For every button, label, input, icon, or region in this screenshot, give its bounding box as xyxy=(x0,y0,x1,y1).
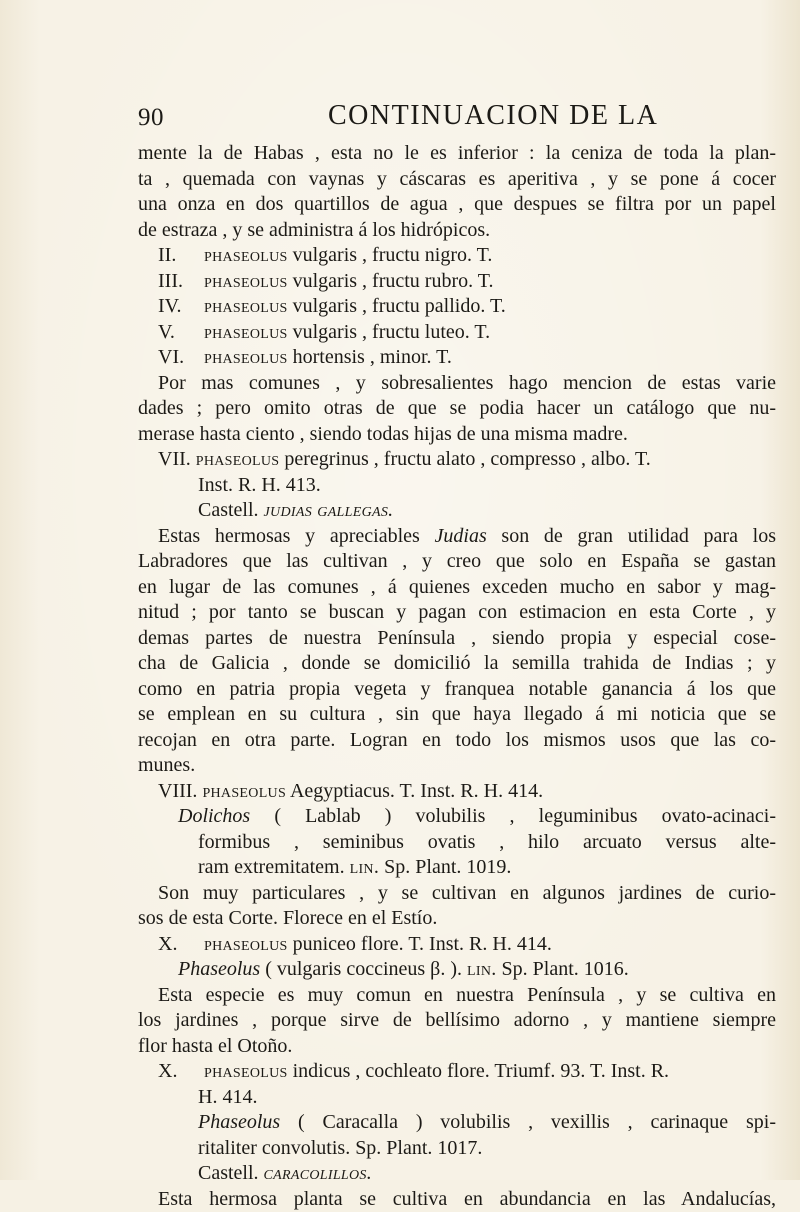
text-run: Esta especie es muy comun en nuestra Península , y se cultiva en xyxy=(158,984,776,1006)
text-run: mente la de Habas , esta no le es inferior : la ceniza de toda la plan- xyxy=(138,142,776,164)
running-head xyxy=(138,100,778,140)
text-run: judias gallegas. xyxy=(264,499,394,521)
text-run: los jardines , porque sirve de bellísimo adorno , y mantiene siempre xyxy=(138,1009,776,1031)
text-line xyxy=(138,320,776,346)
text-run: phaseolus xyxy=(196,448,280,470)
text-run: Castell. xyxy=(198,1162,264,1184)
text-line xyxy=(138,167,776,193)
text-run: Son muy particulares , y se cultivan en algunos jardines de curio- xyxy=(158,882,776,904)
text-line xyxy=(138,702,776,728)
page-number: 90 xyxy=(138,104,164,132)
text-run: III. xyxy=(158,269,204,295)
text-run: Por mas comunes , y sobresalientes hago mencion de estas varie xyxy=(158,372,776,394)
text-run: Estas hermosas y apreciables xyxy=(158,525,435,547)
text-run: phaseolus xyxy=(204,346,288,368)
text-line xyxy=(138,549,776,575)
text-line xyxy=(138,677,776,703)
text-line xyxy=(138,1008,776,1034)
text-line xyxy=(138,728,776,754)
text-line xyxy=(138,269,776,295)
text-run: en lugar de las comunes , á quienes exceden mucho en sabor y mag- xyxy=(138,576,776,598)
text-run: sos de esta Corte. Florece en el Estío. xyxy=(138,907,437,929)
text-run: ( Caracalla ) volubilis , vexillis , carinaque spi- xyxy=(280,1111,776,1133)
text-run: lin. xyxy=(350,856,380,878)
text-line xyxy=(138,294,776,320)
text-run: Sp. Plant. 1016. xyxy=(497,958,629,980)
text-run: ram extremitatem. xyxy=(198,856,350,878)
text-run: phaseolus xyxy=(202,780,286,802)
text-line xyxy=(138,422,776,448)
text-run: IV. xyxy=(158,294,204,320)
text-run: caracolillos. xyxy=(264,1162,372,1184)
text-line xyxy=(138,651,776,677)
text-run: Judias xyxy=(435,525,487,547)
text-run: se emplean en su cultura , sin que haya llegado á mi noticia que se xyxy=(138,703,776,725)
text-run: Sp. Plant. 1019. xyxy=(379,856,511,878)
text-run: peregrinus , fructu alato , compresso , albo. T. xyxy=(279,448,650,470)
text-run: V. xyxy=(158,320,204,346)
text-run: phaseolus xyxy=(204,933,288,955)
text-line xyxy=(138,881,776,907)
text-run: phaseolus xyxy=(204,1060,288,1082)
text-line xyxy=(138,932,776,958)
text-run: VI. xyxy=(158,345,204,371)
text-line xyxy=(138,524,776,550)
text-run: Phaseolus xyxy=(178,958,260,980)
text-run: nitud ; por tanto se buscan y pagan con estimacion en esta Corte , y xyxy=(138,601,776,623)
text-run: hortensis , minor. T. xyxy=(288,346,452,368)
text-run: recojan en otra parte. Logran en todo los mismos usos que las co- xyxy=(138,729,776,751)
text-run: VII. xyxy=(158,448,196,470)
text-line xyxy=(138,957,776,983)
text-line xyxy=(138,753,776,779)
running-title: CONTINUACION DE LA xyxy=(328,100,658,132)
text-line xyxy=(138,243,776,269)
text-run: Phaseolus xyxy=(198,1111,280,1133)
text-line xyxy=(138,626,776,652)
text-line xyxy=(138,1187,776,1212)
text-line xyxy=(138,779,776,805)
text-run: indicus , cochleato flore. Triumf. 93. T. Inst. R. xyxy=(288,1060,669,1082)
text-run: cha de Galicia , donde se domicilió la semilla trahida de Indias ; y xyxy=(138,652,776,674)
text-line xyxy=(138,1136,776,1162)
text-run: H. 414. xyxy=(198,1086,257,1108)
text-run: X. xyxy=(158,1059,204,1085)
text-line xyxy=(138,1110,776,1136)
text-line xyxy=(138,804,776,830)
text-run: Dolichos xyxy=(178,805,250,827)
text-run: merase hasta ciento , siendo todas hijas de una misma madre. xyxy=(138,423,628,445)
text-run: ta , quemada con vaynas y cáscaras es aperitiva , y se pone á cocer xyxy=(138,168,776,190)
text-run: Inst. R. H. 413. xyxy=(198,474,321,496)
text-run: de estraza , y se administra á los hidrópicos. xyxy=(138,219,490,241)
text-line xyxy=(138,218,776,244)
text-line xyxy=(138,1161,776,1187)
text-line xyxy=(138,192,776,218)
text-run: ritaliter convolutis. Sp. Plant. 1017. xyxy=(198,1137,482,1159)
text-line xyxy=(138,473,776,499)
text-run: demas partes de nuestra Península , siendo propia y especial cose- xyxy=(138,627,776,649)
text-line xyxy=(138,855,776,881)
text-line xyxy=(138,1085,776,1111)
text-run: phaseolus xyxy=(204,270,288,292)
text-run: Labradores que las cultivan , y creo que solo en España se gastan xyxy=(138,550,776,572)
text-run: vulgaris , fructu pallido. T. xyxy=(288,295,506,317)
text-run: dades ; pero omito otras de que se podia hacer un catálogo que nu- xyxy=(138,397,776,419)
text-run: X. xyxy=(158,932,204,958)
text-line xyxy=(138,906,776,932)
text-run: phaseolus xyxy=(204,244,288,266)
text-run: II. xyxy=(158,243,204,269)
text-line xyxy=(138,983,776,1009)
text-run: munes. xyxy=(138,754,195,776)
text-run: vulgaris , fructu rubro. T. xyxy=(288,270,494,292)
text-run: Aegyptiacus. T. Inst. R. H. 414. xyxy=(286,780,543,802)
text-run: una onza en dos quartillos de agua , que despues se filtra por un papel xyxy=(138,193,776,215)
text-line xyxy=(138,1059,776,1085)
text-line xyxy=(138,600,776,626)
text-run: puniceo flore. T. Inst. R. H. 414. xyxy=(288,933,552,955)
text-run: VIII. xyxy=(158,780,202,802)
text-run: phaseolus xyxy=(204,321,288,343)
text-run: vulgaris , fructu nigro. T. xyxy=(288,244,493,266)
text-line xyxy=(138,396,776,422)
text-line xyxy=(138,345,776,371)
text-run: ( vulgaris coccineus β. ). xyxy=(260,958,467,980)
text-run: Esta hermosa planta se cultiva en abundancia en las Andalucías, xyxy=(158,1188,776,1210)
text-line xyxy=(138,141,776,167)
text-run: ( Lablab ) volubilis , leguminibus ovato-acinaci- xyxy=(250,805,776,827)
text-run: phaseolus xyxy=(204,295,288,317)
text-run: flor hasta el Otoño. xyxy=(138,1035,292,1057)
text-run: lin. xyxy=(467,958,497,980)
text-line xyxy=(138,830,776,856)
text-run: Castell. xyxy=(198,499,264,521)
text-line xyxy=(138,498,776,524)
body-text xyxy=(138,141,776,1212)
text-run: son de gran utilidad para los xyxy=(487,525,776,547)
text-line xyxy=(138,1034,776,1060)
text-run: como en patria propia vegeta y franquea notable ganancia á los que xyxy=(138,678,776,700)
text-line xyxy=(138,575,776,601)
text-run: vulgaris , fructu luteo. T. xyxy=(288,321,491,343)
text-line xyxy=(138,447,776,473)
text-run: formibus , seminibus ovatis , hilo arcuato versus alte- xyxy=(198,831,776,853)
text-line xyxy=(138,371,776,397)
